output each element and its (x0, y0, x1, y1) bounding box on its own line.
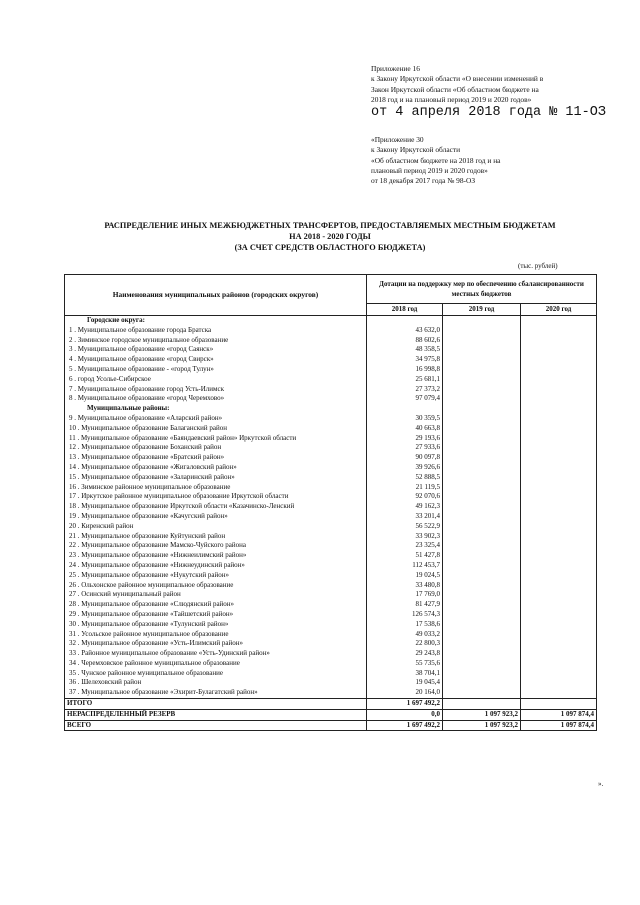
value-2018: 92 070,6 (367, 492, 443, 502)
row-title: Муниципальное образование «город Свирск» (77, 355, 214, 364)
appendix-line: «Об областном бюджете на 2018 год и на (371, 155, 501, 165)
row-number: 3 (69, 345, 73, 354)
row-title: Осинский муниципальный район (81, 590, 181, 599)
row-title: Муниципальное образование «Усть-Илимский район» (81, 639, 244, 648)
table-row (65, 512, 597, 522)
row-number: 14 (69, 462, 76, 471)
appendix-header (371, 64, 611, 120)
value-2018: 33 902,3 (367, 532, 443, 542)
value-2018: 17 769,0 (367, 590, 443, 600)
row-title: город Усолье-Сибирское (77, 374, 151, 383)
row-title: Муниципальное образование «Эхирит-Булагатский район» (81, 688, 258, 697)
value-2018: 55 735,6 (367, 659, 443, 669)
section-heading: Муниципальные районы: (65, 404, 367, 414)
row-name: 16 . Зиминское районное муниципальное образование (65, 483, 367, 493)
value-2018: 81 427,9 (367, 600, 443, 610)
total-2019: 1 097 923,2 (443, 720, 521, 731)
row-number: 2 (69, 335, 73, 344)
row-title: Усольское районное муниципальное образование (81, 629, 229, 638)
row-title: Муниципальное образование «Заларинский район» (81, 472, 235, 481)
row-name: 11 . Муниципальное образование «Баяндаевский район» Иркутской области (65, 434, 367, 444)
table-row (65, 610, 597, 620)
table-row (65, 600, 597, 610)
total-label: ИТОГО (65, 699, 367, 710)
value-2018: 90 097,8 (367, 453, 443, 463)
row-name: 13 . Муниципальное образование «Братский район» (65, 453, 367, 463)
row-number: 17 (69, 492, 76, 501)
row-title: Муниципальное образование «Братский район» (81, 453, 225, 462)
row-name: 26 . Ольхонское районное муниципальное образование (65, 581, 367, 591)
end-mark: ». (598, 780, 604, 788)
appendix-line: «Приложение 30 (371, 135, 424, 144)
appendix-line: Приложение 16 (371, 64, 420, 73)
appendix-line: Закон Иркутской области «Об областном бюджете на (371, 84, 539, 94)
row-number: 24 (69, 560, 76, 569)
table-row (65, 345, 597, 355)
row-title: Муниципальное образование «Нижнеудинский район» (81, 560, 245, 569)
row-number: 29 (69, 609, 76, 618)
value-2018: 88 602,6 (367, 336, 443, 346)
row-number: 10 (69, 423, 76, 432)
value-2018: 21 119,5 (367, 483, 443, 493)
row-title: Муниципальное образование «Нижнеилимский район» (81, 551, 247, 560)
table-row (65, 659, 597, 669)
appendix-line: от 18 декабря 2017 года № 98-ОЗ (371, 176, 476, 186)
table-row (65, 424, 597, 434)
row-name: 28 . Муниципальное образование «Слюдянский район» (65, 600, 367, 610)
row-name: 18 . Муниципальное образование Иркутской области «Казачинско-Ленский (65, 502, 367, 512)
row-name: 2 . Зиминское городское муниципальное образование (65, 336, 367, 346)
row-name: 24 . Муниципальное образование «Нижнеудинский район» (65, 561, 367, 571)
table-row (65, 678, 597, 688)
total-2020: 1 097 874,4 (521, 709, 597, 720)
value-2018: 27 373,2 (367, 385, 443, 395)
value-2018: 43 632,0 (367, 326, 443, 336)
row-title: Ольхонское районное муниципальное образование (81, 580, 234, 589)
row-name: 23 . Муниципальное образование «Нижнеилимский район» (65, 551, 367, 561)
document-title (70, 220, 590, 253)
table-row (65, 453, 597, 463)
header-2020: 2020 год (521, 304, 597, 316)
table-row (65, 581, 597, 591)
value-2018: 27 933,6 (367, 443, 443, 453)
table-row (65, 463, 597, 473)
header-group: Дотации на поддержку мер по обеспечению сбалансированности местных бюджетов (367, 275, 597, 304)
value-2018: 23 325,4 (367, 541, 443, 551)
value-2018: 39 926,6 (367, 463, 443, 473)
total-2018: 0,0 (367, 709, 443, 720)
value-2018: 56 522,9 (367, 522, 443, 532)
row-name: 34 . Черемховское районное муниципальное образование (65, 659, 367, 669)
value-2018: 48 358,5 (367, 345, 443, 355)
value-2018: 51 427,8 (367, 551, 443, 561)
row-number: 8 (69, 394, 73, 403)
row-number: 20 (69, 521, 76, 530)
table-row (65, 688, 597, 698)
row-name: 9 . Муниципальное образование «Аларский район» (65, 414, 367, 424)
total-2020: 1 097 874,4 (521, 720, 597, 731)
row-number: 12 (69, 443, 76, 452)
total-label: НЕРАСПРЕДЕЛЕННЫЙ РЕЗЕРВ (65, 709, 367, 720)
row-number: 18 (69, 502, 76, 511)
row-title: Муниципальное образование - «город Тулун» (77, 364, 214, 373)
value-2018: 25 681,1 (367, 375, 443, 385)
row-number: 32 (69, 639, 76, 648)
table-row (65, 414, 597, 424)
table-row (65, 639, 597, 649)
row-title: Чунское районное муниципальное образование (81, 668, 223, 677)
row-title: Зиминское городское муниципальное образование (77, 335, 229, 344)
value-2018: 22 800,3 (367, 639, 443, 649)
row-name: 5 . Муниципальное образование - «город Тулун» (65, 365, 367, 375)
total-2020 (521, 699, 597, 710)
row-name: 27 . Осинский муниципальный район (65, 590, 367, 600)
table-row (65, 336, 597, 346)
table-row (65, 522, 597, 532)
row-title: Муниципальное образование города Братска (77, 325, 212, 334)
total-label: ВСЕГО (65, 720, 367, 731)
row-number: 1 (69, 325, 73, 334)
row-name: 8 . Муниципальное образование «город Черемхово» (65, 394, 367, 404)
row-number: 37 (69, 688, 76, 697)
row-number: 7 (69, 384, 73, 393)
value-2018: 29 243,8 (367, 649, 443, 659)
value-2018: 38 704,1 (367, 669, 443, 679)
table-row (65, 620, 597, 630)
row-title: Иркутское районное муниципальное образование Иркутской области (81, 492, 289, 501)
value-2018: 97 079,4 (367, 394, 443, 404)
value-2018: 33 201,4 (367, 512, 443, 522)
row-title: Муниципальное образование город Усть-Илимск (77, 384, 224, 393)
row-name: 3 . Муниципальное образование «город Саянск» (65, 345, 367, 355)
row-number: 11 (69, 433, 76, 442)
row-title: Муниципальное образование Балаганский район (81, 423, 227, 432)
row-title: Муниципальное образование Куйтунский район (81, 531, 226, 540)
appendix-line: 2018 год и на плановый период 2019 и 2020 годов» (371, 94, 532, 104)
table-row (65, 492, 597, 502)
row-title: Муниципальное образование «Баяндаевский район» Иркутской области (81, 433, 297, 442)
table-row (65, 551, 597, 561)
header-2018: 2018 год (367, 304, 443, 316)
row-number: 4 (69, 355, 73, 364)
value-2018: 126 574,3 (367, 610, 443, 620)
total-row (65, 699, 597, 710)
row-number: 33 (69, 649, 76, 658)
row-number: 13 (69, 453, 76, 462)
row-name: 22 . Муниципальное образование Мамско-Чуйского района (65, 541, 367, 551)
row-title: Муниципальное образование «город Черемхово» (77, 394, 225, 403)
row-name: 1 . Муниципальное образование города Братска (65, 326, 367, 336)
table-row (65, 630, 597, 640)
row-number: 22 (69, 541, 76, 550)
row-title: Муниципальное образование «Тайшетский район» (81, 609, 234, 618)
value-2018: 17 538,6 (367, 620, 443, 630)
row-name: 4 . Муниципальное образование «город Свирск» (65, 355, 367, 365)
row-name: 7 . Муниципальное образование город Усть-Илимск (65, 385, 367, 395)
header-2019: 2019 год (443, 304, 521, 316)
row-number: 31 (69, 629, 76, 638)
value-2018: 19 045,4 (367, 678, 443, 688)
row-title: Киренский район (81, 521, 134, 530)
table-row (65, 669, 597, 679)
row-name: 31 . Усольское районное муниципальное образование (65, 630, 367, 640)
row-number: 5 (69, 364, 73, 373)
row-name: 19 . Муниципальное образование «Качугский район» (65, 512, 367, 522)
appendix-line: плановый период 2019 и 2020 годов» (371, 165, 488, 175)
row-number: 35 (69, 668, 76, 677)
value-2018: 29 193,6 (367, 434, 443, 444)
title-line: (ЗА СЧЕТ СРЕДСТВ ОБЛАСТНОГО БЮДЖЕТА) (234, 243, 426, 252)
table-row (65, 541, 597, 551)
value-2018: 52 888,5 (367, 473, 443, 483)
table-row (65, 473, 597, 483)
value-2018: 19 024,5 (367, 571, 443, 581)
row-name: 21 . Муниципальное образование Куйтунский район (65, 532, 367, 542)
row-name: 36 . Шелеховский район (65, 678, 367, 688)
appendix-line: к Закону Иркутской области (371, 145, 461, 155)
row-name: 25 . Муниципальное образование «Нукутский район» (65, 571, 367, 581)
row-name: 12 . Муниципальное образование Боханский район (65, 443, 367, 453)
row-name: 37 . Муниципальное образование «Эхирит-Булагатский район» (65, 688, 367, 698)
row-name: 15 . Муниципальное образование «Заларинский район» (65, 473, 367, 483)
row-title: Муниципальное образование Иркутской области «Казачинско-Ленский (81, 502, 295, 511)
row-name: 17 . Иркутское районное муниципальное образование Иркутской области (65, 492, 367, 502)
row-number: 27 (69, 590, 76, 599)
table-row (65, 365, 597, 375)
units-label: (тыс. рублей) (518, 262, 558, 270)
table-row (65, 502, 597, 512)
value-2018: 30 359,5 (367, 414, 443, 424)
table-row (65, 649, 597, 659)
row-number: 15 (69, 472, 76, 481)
row-title: Муниципальное образование «Аларский район» (77, 413, 223, 422)
row-number: 6 (69, 374, 73, 383)
row-title: Районное муниципальное образование «Усть-Удинский район» (81, 649, 270, 658)
row-title: Муниципальное образование «Тулунский район» (81, 619, 229, 628)
row-title: Муниципальное образование «Нукутский район» (81, 570, 229, 579)
value-2018: 33 480,8 (367, 581, 443, 591)
table-row (65, 590, 597, 600)
value-2018: 20 164,0 (367, 688, 443, 698)
table-row (65, 394, 597, 404)
row-title: Черемховское районное муниципальное образование (81, 658, 240, 667)
row-title: Муниципальное образование Мамско-Чуйского района (81, 541, 246, 550)
row-title: Муниципальное образование «Качугский район» (81, 511, 228, 520)
row-number: 30 (69, 619, 76, 628)
table-row (65, 443, 597, 453)
table-row (65, 571, 597, 581)
row-title: Зиминское районное муниципальное образование (81, 482, 231, 491)
row-name: 35 . Чунское районное муниципальное образование (65, 669, 367, 679)
row-number: 9 (69, 413, 73, 422)
value-2018: 49 033,2 (367, 630, 443, 640)
row-name: 29 . Муниципальное образование «Тайшетский район» (65, 610, 367, 620)
transfers-table (64, 274, 597, 731)
value-2018: 16 998,8 (367, 365, 443, 375)
table-row (65, 355, 597, 365)
total-row (65, 720, 597, 731)
row-number: 28 (69, 600, 76, 609)
row-name: 10 . Муниципальное образование Балаганский район (65, 424, 367, 434)
row-title: Муниципальное образование «Слюдянский район» (81, 600, 235, 609)
total-2019 (443, 699, 521, 710)
row-number: 19 (69, 511, 76, 520)
appendix-line: к Закону Иркутской области «О внесении изменений в (371, 74, 544, 84)
row-title: Муниципальное образование «Жигаловский район» (81, 462, 237, 471)
row-name: 14 . Муниципальное образование «Жигаловский район» (65, 463, 367, 473)
title-line: РАСПРЕДЕЛЕНИЕ ИНЫХ МЕЖБЮДЖЕТНЫХ ТРАНСФЕРТОВ, ПРЕДОСТАВЛЯЕМЫХ МЕСТНЫМ БЮДЖЕТАМ (104, 221, 556, 230)
header-name: Наименования муниципальных районов (городских округов) (65, 275, 367, 316)
row-number: 16 (69, 482, 76, 491)
value-2018: 40 663,8 (367, 424, 443, 434)
section-heading: Городские округа: (65, 316, 367, 326)
value-2018: 49 162,3 (367, 502, 443, 512)
table-row (65, 385, 597, 395)
row-title: Муниципальное образование «город Саянск» (77, 345, 214, 354)
row-number: 23 (69, 551, 76, 560)
row-title: Шелеховский район (81, 678, 142, 687)
row-name: 30 . Муниципальное образование «Тулунский район» (65, 620, 367, 630)
appendix-header-original (371, 135, 611, 186)
appendix-date: от 4 апреля 2018 года № 11-ОЗ (371, 105, 606, 121)
row-number: 25 (69, 570, 76, 579)
row-number: 26 (69, 580, 76, 589)
row-number: 36 (69, 678, 76, 687)
title-line: НА 2018 - 2020 ГОДЫ (289, 232, 371, 241)
row-name: 20 . Киренский район (65, 522, 367, 532)
total-2018: 1 697 492,2 (367, 720, 443, 731)
table-row (65, 375, 597, 385)
row-name: 6 . город Усолье-Сибирское (65, 375, 367, 385)
table-row (65, 483, 597, 493)
table-row (65, 561, 597, 571)
row-title: Муниципальное образование Боханский район (81, 443, 222, 452)
total-2019: 1 097 923,2 (443, 709, 521, 720)
table-row (65, 434, 597, 444)
value-2018: 112 453,7 (367, 561, 443, 571)
row-number: 21 (69, 531, 76, 540)
row-name: 33 . Районное муниципальное образование «Усть-Удинский район» (65, 649, 367, 659)
value-2018: 34 975,8 (367, 355, 443, 365)
total-row (65, 709, 597, 720)
total-2018: 1 697 492,2 (367, 699, 443, 710)
row-name: 32 . Муниципальное образование «Усть-Илимский район» (65, 639, 367, 649)
table-row (65, 326, 597, 336)
row-number: 34 (69, 658, 76, 667)
table-row (65, 532, 597, 542)
